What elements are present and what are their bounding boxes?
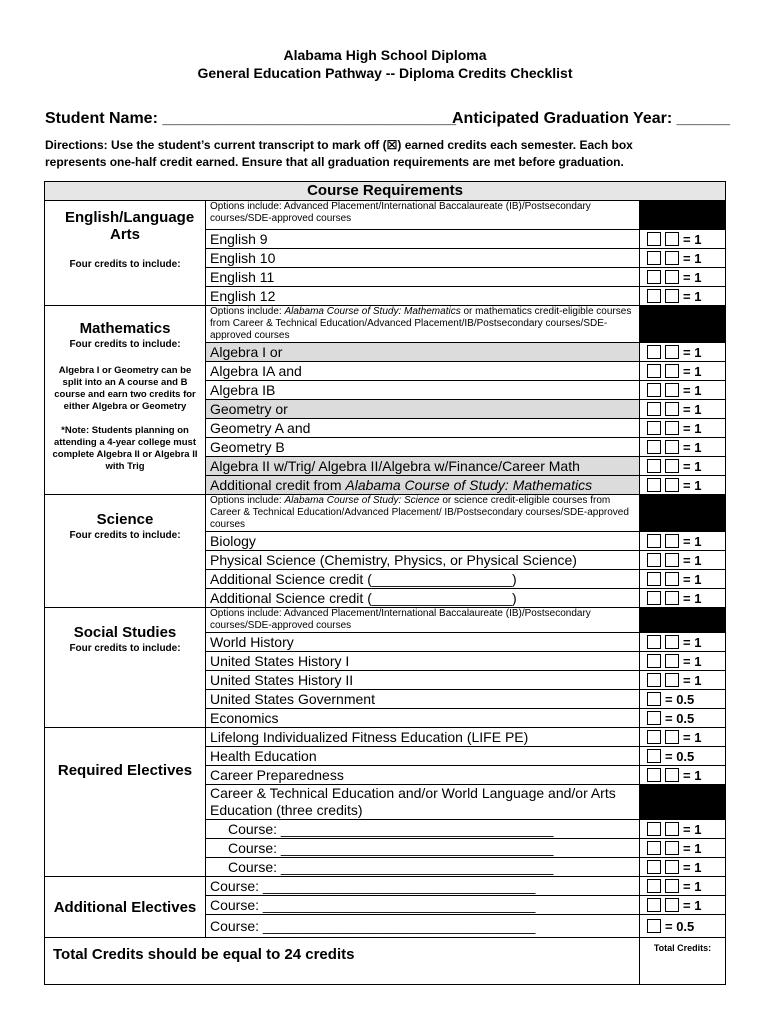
credit-value: = 1 [683, 840, 702, 856]
credit-value: = 1 [683, 767, 702, 783]
credit-value: = 0.5 [665, 691, 695, 707]
checkbox[interactable] [647, 383, 661, 397]
checkbox[interactable] [647, 478, 661, 492]
course-cte: Career & Technical Education and/or World Language and/or Arts Education (three credits) [206, 785, 640, 820]
checkbox[interactable] [647, 919, 661, 933]
checkbox[interactable] [647, 860, 661, 874]
checkbox[interactable] [665, 421, 679, 435]
credit-value: = 1 [683, 382, 702, 398]
credit-value: = 1 [683, 439, 702, 455]
checkbox[interactable] [665, 768, 679, 782]
credit-checkbox[interactable] [640, 419, 725, 437]
math-note-split: Algebra I or Geometry can be split into an A course and B course and earn two credits for either Algebra or Geometry [54, 365, 196, 412]
total-credits-cell[interactable]: Total Credits: [640, 938, 726, 985]
checkbox[interactable] [647, 289, 661, 303]
credit-value: = 1 [683, 878, 702, 894]
course-algebra-1b: Algebra IB [206, 381, 640, 400]
credit-checkbox[interactable] [640, 766, 725, 784]
credit-checkbox[interactable] [640, 839, 725, 857]
course-english-11: English 11 [206, 268, 640, 287]
checkbox[interactable] [665, 383, 679, 397]
credit-value: = 1 [683, 729, 702, 745]
checkbox[interactable] [665, 654, 679, 668]
social-sub: Four credits to include: [69, 643, 181, 654]
checkbox[interactable] [647, 635, 661, 649]
checkbox[interactable] [647, 768, 661, 782]
credit-checkbox[interactable] [640, 551, 725, 569]
credit-value: = 1 [683, 401, 702, 417]
credit-checkbox[interactable] [640, 268, 725, 286]
course-economics: Economics [206, 709, 640, 728]
checkbox[interactable] [665, 232, 679, 246]
course-additional-science-2[interactable]: Additional Science credit (__________________) [206, 589, 640, 608]
social-black-cell [640, 608, 726, 633]
credit-checkbox[interactable] [640, 671, 725, 689]
additional-section-label [45, 877, 206, 938]
doc-subtitle: General Education Pathway -- Diploma Credits Checklist [197, 65, 573, 81]
checkbox[interactable] [647, 730, 661, 744]
english-black-cell [640, 201, 726, 230]
checkbox[interactable] [665, 270, 679, 284]
checkbox[interactable] [647, 822, 661, 836]
table-heading: Course Requirements [45, 182, 726, 201]
credit-value: = 1 [683, 897, 702, 913]
course-line[interactable]: Course: ___________________________________ [206, 877, 640, 896]
checkbox[interactable] [665, 289, 679, 303]
checkbox[interactable] [647, 534, 661, 548]
credit-value: = 1 [683, 288, 702, 304]
credit-checkbox[interactable] [640, 343, 725, 361]
checkbox[interactable] [665, 459, 679, 473]
english-sub: Four credits to include: [69, 259, 181, 270]
checkbox[interactable] [647, 459, 661, 473]
graduation-year-field[interactable]: Anticipated Graduation Year: ______ [452, 110, 731, 127]
course-geometry-a: Geometry A and [206, 419, 640, 438]
course-math-additional: Additional credit from Alabama Course of Study: Mathematics [206, 476, 640, 495]
checkbox[interactable] [647, 749, 661, 763]
required-section-label [45, 728, 206, 877]
credit-value: = 0.5 [665, 748, 695, 764]
credit-checkbox[interactable] [640, 287, 725, 305]
course-line[interactable]: Course: ___________________________________ [206, 896, 640, 915]
credit-value: = 1 [683, 269, 702, 285]
checkbox[interactable] [647, 553, 661, 567]
checkbox[interactable] [665, 534, 679, 548]
directions-line-1: Directions: Use the student’s current transcript to mark off (☒) earned credits each semester. Each box [45, 138, 633, 152]
credit-checkbox[interactable] [640, 690, 725, 708]
course-geometry-b: Geometry B [206, 438, 640, 457]
checkbox[interactable] [647, 402, 661, 416]
course-geometry: Geometry or [206, 400, 640, 419]
credit-value: = 1 [683, 672, 702, 688]
credit-value: = 1 [683, 571, 702, 587]
checkbox[interactable] [647, 345, 661, 359]
checkbox[interactable] [665, 364, 679, 378]
science-section-label [45, 495, 206, 608]
student-name-field[interactable]: Student Name: _________________________________ [45, 110, 456, 127]
credit-checkbox[interactable] [640, 362, 725, 380]
math-black-cell [640, 306, 726, 343]
social-title: Social Studies [73, 624, 177, 641]
checkbox[interactable] [647, 232, 661, 246]
checkbox[interactable] [647, 898, 661, 912]
checkbox[interactable] [665, 898, 679, 912]
credit-checkbox[interactable] [640, 400, 725, 418]
checkbox[interactable] [665, 553, 679, 567]
social-options: Options include: Advanced Placement/International Baccalaureate (IB)/Postsecondary courses/SDE-approved courses [206, 608, 640, 633]
course-career-prep: Career Preparedness [206, 766, 640, 785]
course-english-10: English 10 [206, 249, 640, 268]
course-english-9: English 9 [206, 230, 640, 249]
course-line[interactable]: Course: ___________________________________ [206, 839, 640, 858]
english-title: English/Language Arts [65, 209, 195, 243]
credit-value: = 1 [683, 363, 702, 379]
credit-checkbox[interactable] [640, 652, 725, 670]
course-algebra-1: Algebra I or [206, 343, 640, 362]
credit-value: = 1 [683, 590, 702, 606]
cte-black-cell [640, 785, 726, 820]
credit-checkbox[interactable] [640, 532, 725, 550]
checkbox[interactable] [665, 572, 679, 586]
course-algebra-1a: Algebra IA and [206, 362, 640, 381]
science-black-cell [640, 495, 726, 532]
credit-checkbox[interactable] [640, 877, 725, 895]
course-english-12: English 12 [206, 287, 640, 306]
checkbox[interactable] [647, 572, 661, 586]
math-section-label [45, 306, 206, 495]
credit-checkbox[interactable] [640, 820, 725, 838]
checkbox[interactable] [647, 673, 661, 687]
credit-checkbox[interactable] [640, 476, 725, 494]
credit-value: = 1 [683, 344, 702, 360]
science-options: Options include: Alabama Course of Study: Science or science credit-eligible courses from Career & Technical Education/Advanced Placement/ IB/Postsecondary courses/SDE-approved courses [206, 495, 640, 532]
credit-checkbox[interactable] [640, 230, 725, 248]
additional-title: Additional Electives [53, 898, 197, 916]
credit-checkbox[interactable] [640, 570, 725, 588]
course-physical-science: Physical Science (Chemistry, Physics, or Physical Science) [206, 551, 640, 570]
course-algebra-2: Algebra II w/Trig/ Algebra II/Algebra w/Finance/Career Math [206, 457, 640, 476]
checkbox[interactable] [647, 692, 661, 706]
checkbox[interactable] [665, 860, 679, 874]
science-title: Science [96, 511, 154, 528]
checkbox[interactable] [665, 402, 679, 416]
checkbox[interactable] [665, 478, 679, 492]
credit-value: = 1 [683, 859, 702, 875]
checkbox[interactable] [647, 421, 661, 435]
credit-checkbox[interactable] [640, 381, 725, 399]
credit-value: = 1 [683, 458, 702, 474]
english-options: Options include: Advanced Placement/International Baccalaureate (IB)/Postsecondary courses/SDE-approved courses [206, 201, 640, 230]
credit-value: = 0.5 [665, 918, 695, 934]
required-title: Required Electives [57, 762, 193, 779]
credit-value: = 1 [683, 533, 702, 549]
science-sub: Four credits to include: [69, 530, 181, 541]
credit-checkbox[interactable] [640, 709, 725, 727]
credits-table [44, 181, 726, 985]
checkbox[interactable] [665, 879, 679, 893]
credit-value: = 1 [683, 653, 702, 669]
total-label: Total Credits should be equal to 24 credits [45, 938, 640, 985]
credit-value: = 1 [683, 477, 702, 493]
credit-checkbox[interactable] [640, 858, 725, 876]
checkbox[interactable] [647, 654, 661, 668]
checkbox[interactable] [665, 345, 679, 359]
course-line[interactable]: Course: ___________________________________ [206, 820, 640, 839]
checkbox[interactable] [665, 591, 679, 605]
credit-value: = 1 [683, 420, 702, 436]
checkbox[interactable] [647, 270, 661, 284]
credit-checkbox[interactable] [640, 249, 725, 267]
checkbox[interactable] [665, 440, 679, 454]
checkbox[interactable] [665, 730, 679, 744]
checkbox[interactable] [647, 841, 661, 855]
course-health: Health Education [206, 747, 640, 766]
credit-checkbox[interactable] [640, 728, 725, 746]
credit-value: = 1 [683, 634, 702, 650]
credit-checkbox[interactable] [640, 915, 725, 937]
course-us-government: United States Government [206, 690, 640, 709]
credit-value: = 1 [683, 250, 702, 266]
credit-checkbox[interactable] [640, 457, 725, 475]
credit-checkbox[interactable] [640, 589, 725, 607]
course-additional-science-1[interactable]: Additional Science credit (__________________) [206, 570, 640, 589]
course-us-history-2: United States History II [206, 671, 640, 690]
course-line[interactable]: Course: ___________________________________ [206, 915, 640, 938]
checkbox[interactable] [665, 251, 679, 265]
checkbox[interactable] [665, 841, 679, 855]
checkbox[interactable] [647, 591, 661, 605]
checkbox[interactable] [665, 635, 679, 649]
directions-line-2: represents one-half credit earned. Ensure that all graduation requirements are met before graduation. [45, 155, 624, 169]
math-sub: Four credits to include: [69, 339, 181, 350]
checkbox[interactable] [647, 364, 661, 378]
doc-title: Alabama High School Diploma [283, 47, 487, 63]
checkbox[interactable] [665, 822, 679, 836]
math-title: Mathematics [79, 320, 171, 337]
checkbox[interactable] [665, 673, 679, 687]
course-life-pe: Lifelong Individualized Fitness Education (LIFE PE) [206, 728, 640, 747]
credit-checkbox[interactable] [640, 438, 725, 456]
course-line[interactable]: Course: ___________________________________ [206, 858, 640, 877]
course-us-history-1: United States History I [206, 652, 640, 671]
social-section-label [45, 608, 206, 728]
credit-value: = 0.5 [665, 710, 695, 726]
credit-checkbox[interactable] [640, 896, 725, 914]
credit-value: = 1 [683, 231, 702, 247]
math-options: Options include: Alabama Course of Study: Mathematics or mathematics credit-eligible courses from Career & Technical Education/Advanced Placement/IB/Postsecondary courses/SDE-approved courses [206, 306, 640, 343]
english-section-label [45, 201, 206, 306]
course-biology: Biology [206, 532, 640, 551]
credit-checkbox[interactable] [640, 747, 725, 765]
checkbox[interactable] [647, 440, 661, 454]
credit-value: = 1 [683, 552, 702, 568]
math-note-college: *Note: Students planning on attending a 4-year college must complete Algebra II or Algebra II with Trig [52, 425, 198, 472]
credit-value: = 1 [683, 821, 702, 837]
checkbox[interactable] [647, 711, 661, 725]
course-world-history: World History [206, 633, 640, 652]
checkbox[interactable] [647, 251, 661, 265]
checkbox[interactable] [647, 879, 661, 893]
credit-checkbox[interactable] [640, 633, 725, 651]
